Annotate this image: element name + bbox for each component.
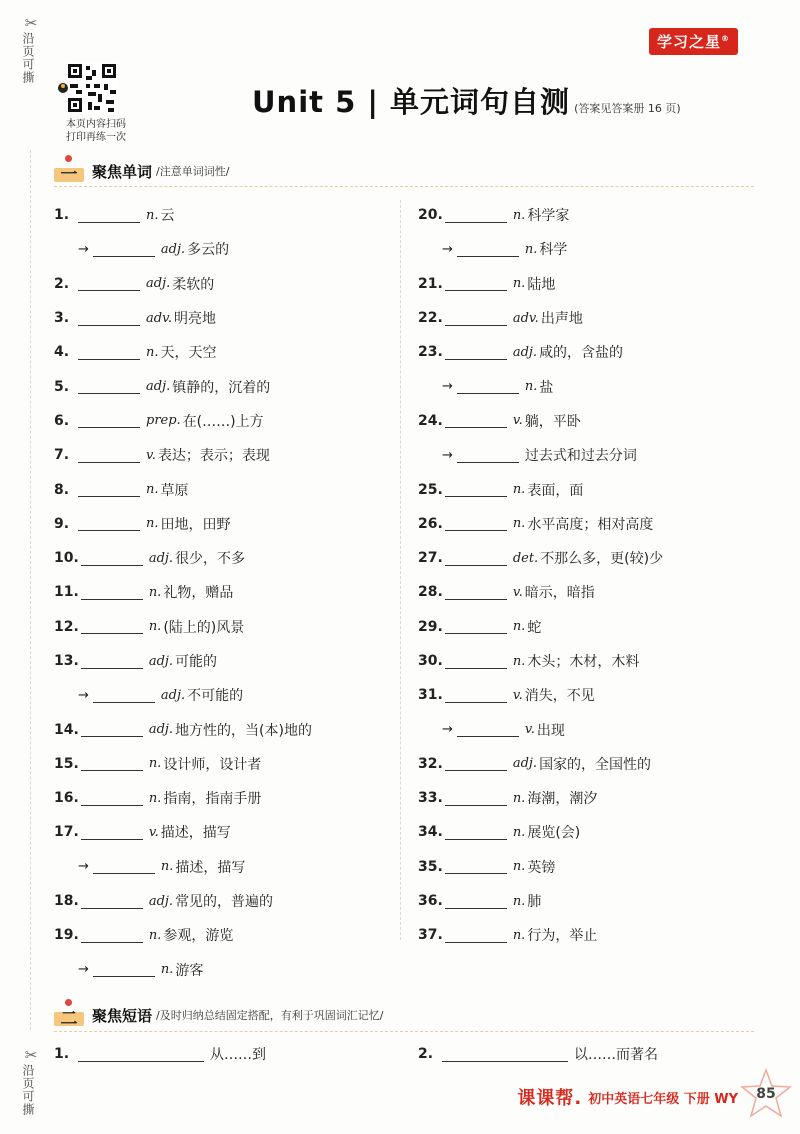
word-item (418, 575, 758, 609)
part-of-speech: v. (148, 824, 159, 840)
item-meaning: 行为，举止 (527, 928, 598, 945)
qr-caption-line: 本页内容扫码 (66, 119, 126, 130)
part-of-speech: n. (524, 379, 538, 395)
title-note: (答案见答案册 16 页) (574, 102, 681, 115)
qr-caption-line: 打印再练一次 (66, 132, 126, 143)
word-item (54, 918, 394, 952)
part-of-speech: adj. (160, 241, 186, 257)
brand-logo: 学习之星® (649, 28, 738, 55)
answer-blank[interactable] (445, 311, 507, 326)
answer-blank[interactable] (445, 619, 507, 634)
word-item (54, 781, 394, 815)
item-meaning: 指南，指南手册 (163, 791, 262, 808)
answer-blank[interactable] (93, 859, 155, 874)
word-item (418, 472, 758, 506)
item-meaning: 水平高度；相对高度 (527, 516, 654, 533)
arrow-icon: → (442, 379, 453, 395)
answer-blank[interactable] (81, 585, 143, 600)
item-meaning: 肺 (527, 894, 542, 911)
answer-blank[interactable] (78, 413, 140, 428)
item-meaning: 消失，不见 (524, 688, 595, 705)
part-of-speech: adj. (148, 653, 174, 669)
item-number: 2. (54, 275, 70, 292)
part-of-speech: n. (146, 482, 159, 498)
item-number: 3. (54, 310, 70, 327)
item-number: 37. (418, 927, 443, 944)
part-of-speech: adv. (512, 310, 539, 326)
word-item (418, 850, 758, 884)
answer-blank[interactable] (445, 276, 507, 291)
part-of-speech: adj. (146, 276, 171, 292)
item-meaning: 草原 (160, 482, 189, 499)
word-item (418, 369, 758, 403)
item-number: 25. (418, 481, 443, 498)
item-number: 2. (418, 1046, 434, 1062)
item-number: 10. (54, 550, 79, 567)
part-of-speech: adj. (512, 344, 538, 360)
part-of-speech: n. (512, 619, 526, 635)
word-item (54, 541, 394, 575)
item-number: 16. (54, 790, 79, 807)
item-meaning: 镇静的，沉着的 (172, 379, 271, 396)
word-item (54, 953, 394, 987)
answer-blank[interactable] (81, 551, 143, 566)
item-meaning: 很少，不多 (175, 551, 246, 568)
answer-blank[interactable] (445, 208, 507, 223)
arrow-icon: → (78, 859, 89, 875)
word-item (418, 301, 758, 335)
footer (517, 1084, 738, 1110)
answer-blank[interactable] (93, 962, 155, 977)
part-of-speech: n. (512, 824, 526, 840)
tear-line (30, 150, 31, 1030)
arrow-icon: → (78, 962, 89, 978)
part-of-speech: v. (512, 687, 523, 703)
part-of-speech: n. (512, 653, 526, 669)
item-meaning: 陆地 (527, 276, 556, 293)
arrow-icon: → (442, 722, 453, 738)
word-list-left (54, 198, 394, 987)
item-meaning: 柔软的 (172, 276, 215, 293)
answer-blank[interactable] (445, 654, 507, 669)
word-item (54, 335, 394, 369)
word-item (418, 541, 758, 575)
item-number: 1. (54, 207, 70, 224)
word-item (54, 747, 394, 781)
answer-blank[interactable] (93, 242, 155, 257)
word-item (418, 712, 758, 746)
word-item (54, 678, 394, 712)
part-of-speech: n. (512, 859, 526, 875)
word-item (54, 644, 394, 678)
answer-blank[interactable] (445, 516, 507, 531)
word-item (418, 678, 758, 712)
word-item (418, 335, 758, 369)
item-meaning: 出现 (536, 722, 565, 739)
answer-blank[interactable] (457, 448, 519, 463)
word-item (418, 232, 758, 266)
section-badge-icon: 二 (54, 1004, 84, 1026)
part-of-speech: n. (146, 207, 159, 223)
answer-blank[interactable] (78, 345, 140, 360)
item-meaning: 不可能的 (187, 688, 244, 705)
scissors-icon: ✂ (24, 14, 38, 32)
part-of-speech: n. (512, 790, 526, 806)
part-of-speech: n. (146, 516, 159, 532)
answer-blank[interactable] (445, 756, 507, 771)
item-number: 4. (54, 344, 70, 361)
part-of-speech: n. (512, 893, 526, 909)
item-number: 24. (418, 412, 443, 429)
item-number: 26. (418, 515, 443, 532)
item-meaning: (陆上的)风景 (163, 619, 245, 636)
part-of-speech: n. (148, 927, 162, 943)
answer-blank[interactable] (81, 722, 143, 737)
item-number: 34. (418, 824, 443, 841)
item-number: 17. (54, 824, 79, 841)
answer-blank[interactable] (78, 379, 140, 394)
word-item (54, 712, 394, 746)
answer-blank[interactable] (445, 791, 507, 806)
item-number: 15. (54, 755, 79, 772)
item-meaning: 云 (160, 208, 175, 225)
section-hint: /注意单词词性/ (156, 165, 230, 178)
answer-blank[interactable] (81, 825, 143, 840)
item-meaning: 多云的 (187, 242, 230, 259)
item-meaning: 从……到 (210, 1047, 266, 1063)
item-meaning: 田地，田野 (160, 516, 231, 533)
section-title: 聚焦单词 (92, 162, 153, 181)
answer-blank[interactable] (81, 654, 143, 669)
part-of-speech: n. (512, 516, 526, 532)
item-meaning: 木头；木材，木料 (527, 654, 640, 670)
item-meaning: 科学家 (527, 208, 570, 225)
item-meaning: 躺，平卧 (524, 413, 581, 430)
item-meaning: 表面，面 (527, 482, 584, 499)
item-meaning: 地方性的，当(本)地的 (175, 722, 312, 739)
word-list-right (418, 198, 758, 953)
tear-strip-bottom (20, 1046, 42, 1116)
section-divider (54, 186, 754, 187)
word-item (418, 781, 758, 815)
item-meaning: 可能的 (175, 654, 218, 670)
footer-book-title: 初中英语七年级 下册 WY (588, 1091, 738, 1107)
item-number: 13. (54, 653, 79, 669)
word-item (54, 575, 394, 609)
part-of-speech: adj. (148, 893, 174, 909)
item-meaning: 以……而著名 (574, 1047, 658, 1063)
word-item (418, 267, 758, 301)
item-meaning: 科学 (539, 242, 568, 259)
part-of-speech: n. (512, 276, 526, 292)
item-meaning: 英镑 (527, 859, 556, 876)
word-item (54, 369, 394, 403)
arrow-icon: → (442, 447, 453, 463)
word-item (54, 301, 394, 335)
arrow-icon: → (78, 687, 89, 703)
item-meaning: 常见的，普遍的 (175, 894, 274, 911)
part-of-speech: adj. (146, 379, 171, 395)
arrow-icon: → (78, 241, 89, 257)
answer-blank[interactable] (78, 276, 140, 291)
part-of-speech: det. (512, 550, 539, 566)
answer-blank[interactable] (457, 379, 519, 394)
item-meaning: 表达；表示；表现 (157, 448, 270, 465)
item-number: 20. (418, 207, 443, 224)
part-of-speech: n. (524, 241, 538, 257)
word-item (54, 850, 394, 884)
page-number: 85 (756, 1086, 776, 1102)
answer-blank[interactable] (81, 756, 143, 771)
answer-blank[interactable] (78, 311, 140, 326)
answer-blank[interactable] (445, 413, 507, 428)
part-of-speech: n. (146, 344, 159, 360)
item-number: 23. (418, 344, 443, 361)
page-title (252, 80, 681, 121)
word-item (54, 884, 394, 918)
item-number: 21. (418, 275, 443, 292)
tear-label-bottom: 沿页可撕 (21, 1064, 35, 1116)
item-meaning: 设计师，设计者 (163, 756, 262, 773)
part-of-speech: v. (524, 722, 535, 738)
section-header-words (54, 160, 230, 185)
answer-blank[interactable] (445, 894, 507, 909)
item-meaning: 展览(会) (527, 825, 581, 842)
part-of-speech: v. (512, 584, 523, 600)
section-title: 聚焦短语 (92, 1006, 153, 1025)
answer-blank[interactable] (78, 516, 140, 531)
item-meaning: 国家的，全国性的 (539, 756, 652, 773)
part-of-speech: adj. (148, 722, 174, 738)
item-number: 5. (54, 378, 70, 395)
item-number: 11. (54, 584, 79, 601)
answer-blank[interactable] (445, 825, 507, 840)
title-text: Unit 5 | 单元词句自测 (252, 85, 571, 119)
answer-blank[interactable] (445, 928, 507, 943)
item-meaning: 游客 (175, 962, 204, 979)
item-number: 8. (54, 481, 70, 498)
word-item (54, 267, 394, 301)
section-divider (54, 1031, 754, 1032)
word-item (418, 644, 758, 678)
part-of-speech: n. (512, 207, 526, 223)
part-of-speech: n. (148, 584, 162, 600)
answer-blank[interactable] (81, 928, 143, 943)
item-number: 7. (54, 447, 70, 464)
part-of-speech: prep. (146, 413, 181, 429)
part-of-speech: n. (512, 482, 526, 498)
answer-blank[interactable] (445, 585, 507, 600)
word-item (54, 815, 394, 849)
item-meaning: 礼物，赠品 (163, 585, 234, 602)
item-meaning: 出声地 (540, 311, 583, 328)
item-meaning: 海潮，潮汐 (527, 791, 598, 808)
word-item (54, 232, 394, 266)
part-of-speech: n. (512, 927, 526, 943)
answer-blank[interactable] (93, 688, 155, 703)
item-meaning: 蛇 (527, 619, 542, 636)
word-item (418, 507, 758, 541)
column-divider (400, 200, 401, 940)
item-meaning: 咸的，含盐的 (539, 345, 624, 362)
answer-blank[interactable] (457, 722, 519, 737)
answer-blank[interactable] (445, 345, 507, 360)
answer-blank[interactable] (78, 448, 140, 463)
word-item (418, 438, 758, 472)
answer-blank[interactable] (445, 688, 507, 703)
footer-logo: 课课帮. (517, 1088, 583, 1109)
answer-blank[interactable] (81, 791, 143, 806)
item-meaning: 盐 (539, 379, 554, 396)
arrow-icon: → (442, 241, 453, 257)
word-item (54, 472, 394, 506)
item-meaning: 描述，描写 (160, 825, 231, 842)
part-of-speech: n. (160, 962, 174, 978)
part-of-speech: v. (512, 413, 523, 429)
item-meaning: 过去式和过去分词 (524, 448, 637, 465)
item-number: 22. (418, 310, 443, 327)
qr-caption (46, 118, 146, 144)
word-item (54, 438, 394, 472)
item-number: 14. (54, 721, 79, 738)
part-of-speech: n. (160, 859, 174, 875)
answer-blank[interactable] (445, 551, 507, 566)
part-of-speech: n. (148, 790, 162, 806)
item-number: 19. (54, 927, 79, 944)
word-item (418, 884, 758, 918)
qr-code-icon[interactable] (58, 62, 118, 116)
answer-blank[interactable] (78, 1047, 204, 1062)
item-meaning: 明亮地 (174, 311, 217, 328)
item-meaning: 天，天空 (160, 345, 217, 362)
item-number: 30. (418, 653, 443, 669)
item-number: 6. (54, 412, 70, 429)
item-number: 36. (418, 893, 443, 910)
word-item (54, 610, 394, 644)
item-number: 27. (418, 550, 443, 567)
word-item (418, 747, 758, 781)
part-of-speech: adj. (512, 756, 538, 772)
phrase-item (418, 1044, 658, 1064)
word-item (54, 404, 394, 438)
word-item (418, 610, 758, 644)
item-meaning: 参观，游览 (163, 928, 234, 945)
item-number: 28. (418, 584, 443, 601)
scissors-icon: ✂ (24, 1046, 38, 1064)
section-badge-icon: 一 (54, 160, 84, 182)
item-meaning: 不那么多，更(较)少 (540, 551, 664, 568)
word-item (54, 198, 394, 232)
answer-blank[interactable] (445, 859, 507, 874)
answer-blank[interactable] (442, 1047, 568, 1062)
item-number: 31. (418, 687, 443, 704)
item-number: 18. (54, 893, 79, 910)
part-of-speech: adj. (148, 550, 174, 566)
item-number: 35. (418, 858, 443, 875)
part-of-speech: adj. (160, 687, 186, 703)
item-number: 32. (418, 755, 443, 772)
item-number: 33. (418, 790, 443, 807)
answer-blank[interactable] (81, 619, 143, 634)
item-meaning: 描述，描写 (175, 859, 246, 876)
item-number: 1. (54, 1046, 70, 1062)
part-of-speech: n. (148, 619, 162, 635)
tear-strip-top (20, 14, 42, 84)
part-of-speech: v. (146, 447, 156, 463)
answer-blank[interactable] (457, 242, 519, 257)
phrase-item (54, 1044, 266, 1064)
word-item (418, 815, 758, 849)
section-hint: /及时归纳总结固定搭配，有利于巩固词汇记忆/ (156, 1009, 384, 1022)
answer-blank[interactable] (81, 894, 143, 909)
word-item (54, 507, 394, 541)
tear-label-top: 沿页可撕 (21, 32, 35, 84)
item-number: 9. (54, 515, 70, 532)
answer-blank[interactable] (78, 208, 140, 223)
item-meaning: 在(……)上方 (182, 413, 264, 430)
word-item (418, 198, 758, 232)
section-header-phrases (54, 1004, 384, 1029)
word-item (418, 404, 758, 438)
answer-blank[interactable] (78, 482, 140, 497)
part-of-speech: adv. (146, 310, 173, 326)
item-meaning: 暗示，暗指 (524, 585, 595, 602)
answer-blank[interactable] (445, 482, 507, 497)
word-item (418, 918, 758, 952)
item-number: 29. (418, 618, 443, 635)
part-of-speech: n. (148, 756, 162, 772)
item-number: 12. (54, 618, 79, 635)
